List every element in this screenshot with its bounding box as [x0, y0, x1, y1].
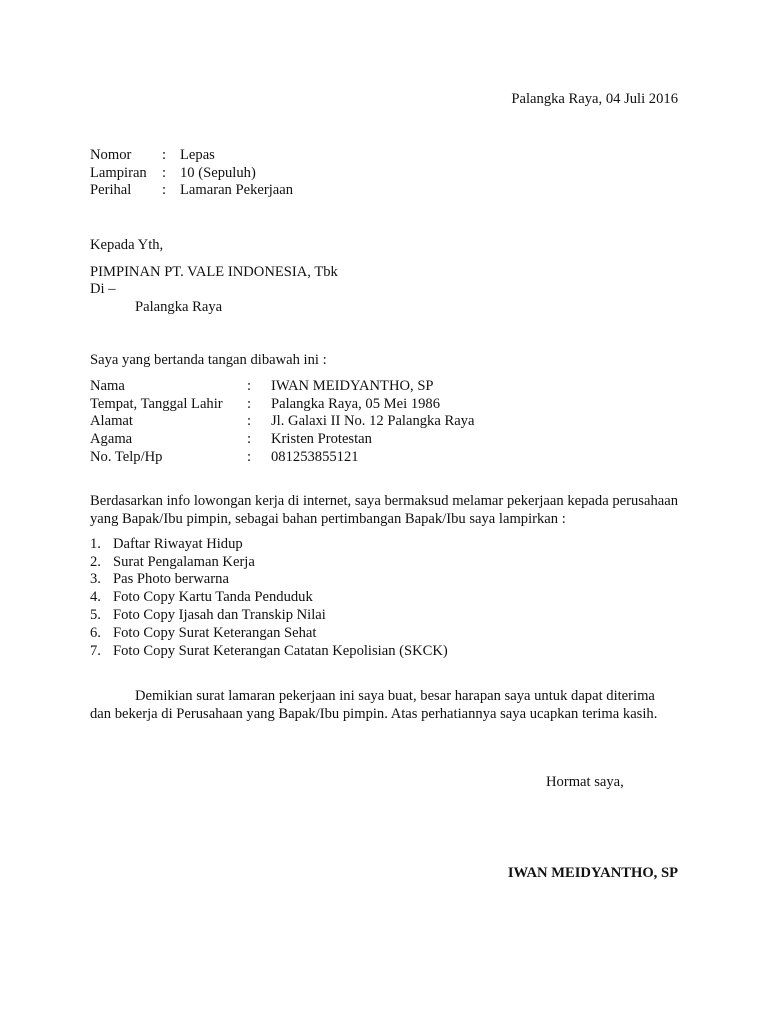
list-number: 7. — [90, 643, 101, 659]
list-number: 3. — [90, 571, 101, 587]
field-value: Jl. Galaxi II No. 12 Palangka Raya — [271, 413, 475, 429]
field-value: 10 (Sepuluh) — [180, 165, 256, 181]
list-text: Surat Pengalaman Kerja — [113, 554, 255, 570]
field-value: Lepas — [180, 147, 215, 163]
list-text: Pas Photo berwarna — [113, 571, 229, 587]
closing-paragraph-line2: dan bekerja di Perusahaan yang Bapak/Ibu pimpin. Atas perhatiannya saya ucapkan terima kasih. — [90, 706, 658, 722]
field-colon: : — [162, 147, 167, 163]
field-value: Lamaran Pekerjaan — [180, 182, 294, 198]
list-number: 6. — [90, 625, 101, 641]
field-label: Alamat — [90, 413, 133, 429]
intro-line: Saya yang bertanda tangan dibawah ini : — [90, 352, 327, 368]
field-label: Nama — [90, 378, 125, 394]
closing-paragraph-line1: Demikian surat lamaran pekerjaan ini saya buat, besar harapan saya untuk dapat diterima — [135, 688, 655, 704]
field-colon: : — [247, 396, 252, 412]
list-number: 4. — [90, 589, 101, 605]
field-label: No. Telp/Hp — [90, 449, 163, 465]
list-number: 1. — [90, 536, 101, 552]
recipient-name: PIMPINAN PT. VALE INDONESIA, Tbk — [90, 264, 338, 280]
field-value: Palangka Raya, 05 Mei 1986 — [271, 396, 441, 412]
field-colon: : — [247, 431, 252, 447]
place-date: Palangka Raya, 04 Juli 2016 — [511, 91, 678, 107]
list-text: Foto Copy Surat Keterangan Sehat — [113, 625, 317, 641]
signer-name: IWAN MEIDYANTHO, SP — [507, 865, 678, 881]
field-colon: : — [162, 182, 167, 198]
field-value: Kristen Protestan — [271, 431, 372, 447]
body-paragraph: Berdasarkan info lowongan kerja di internet, saya bermaksud melamar pekerjaan kepada perusahaan yang Bapak/Ibu pimpin, sebagai bahan pertimbangan Bapak/Ibu saya lampirkan : — [90, 493, 678, 527]
list-number: 5. — [90, 607, 101, 623]
salutation: Kepada Yth, — [90, 237, 164, 253]
field-value: IWAN MEIDYANTHO, SP — [271, 378, 434, 394]
recipient-city: Palangka Raya — [135, 299, 223, 315]
list-text: Foto Copy Surat Keterangan Catatan Kepolisian (SKCK) — [113, 643, 448, 659]
list-text: Foto Copy Kartu Tanda Penduduk — [113, 589, 313, 605]
field-colon: : — [247, 378, 252, 394]
field-label: Tempat, Tanggal Lahir — [90, 396, 223, 412]
field-label: Nomor — [90, 147, 132, 163]
field-value: 081253855121 — [271, 449, 359, 465]
closing-greeting: Hormat saya, — [546, 774, 624, 790]
field-label: Perihal — [90, 182, 132, 198]
list-text: Foto Copy Ijasah dan Transkip Nilai — [113, 607, 326, 623]
field-colon: : — [247, 413, 252, 429]
recipient-di: Di – — [90, 281, 116, 297]
list-text: Daftar Riwayat Hidup — [113, 536, 243, 552]
field-label: Lampiran — [90, 165, 147, 181]
field-label: Agama — [90, 431, 133, 447]
field-colon: : — [162, 165, 167, 181]
field-colon: : — [247, 449, 252, 465]
list-number: 2. — [90, 554, 101, 570]
